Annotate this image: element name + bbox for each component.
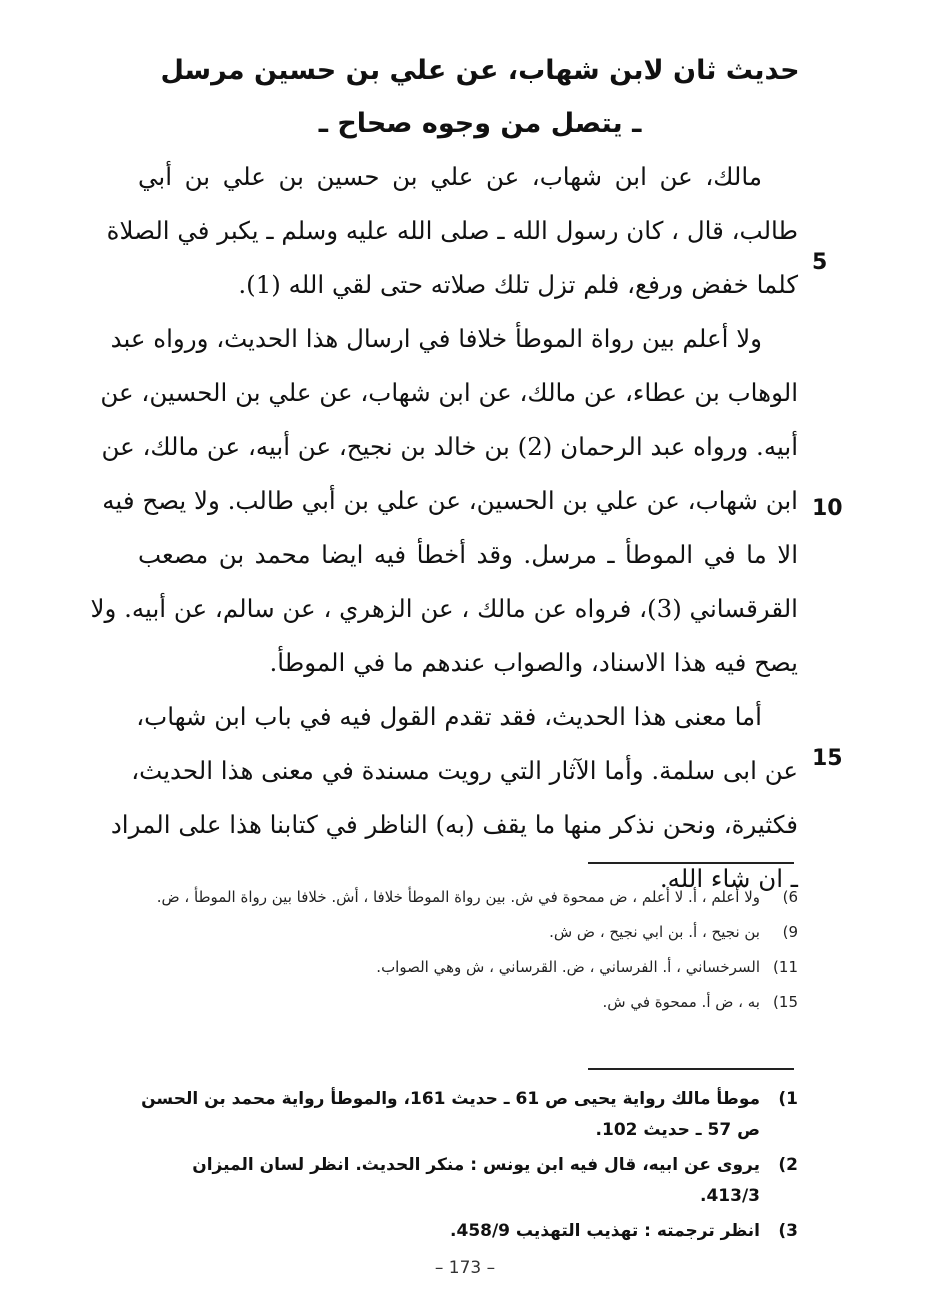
footnote bbox=[138, 1150, 798, 1212]
footnote-number: 2) bbox=[778, 1155, 798, 1175]
text-line: عن ابى سلمة. وأما الآثار التي رويت مسندة في معنى هذا الحديث، bbox=[131, 756, 798, 785]
footnote-text: يروى عن ابيه، قال فيه ابن يونس : منكر الحديث. انظر لسان الميزان 413/3. bbox=[192, 1155, 760, 1206]
line-number: 10 bbox=[812, 496, 843, 521]
note-number: 15) bbox=[773, 993, 798, 1011]
text-line: ولا أعلم بين رواة الموطأ خلافا في ارسال هذا الحديث، ورواه عبد bbox=[110, 324, 762, 353]
footnote-number: 1) bbox=[778, 1089, 798, 1109]
text-line: أما معنى هذا الحديث، فقد تقدم القول فيه في باب ابن شهاب، bbox=[136, 702, 762, 731]
text-line: ابن شهاب، عن علي بن الحسين، عن علي بن أبي طالب. ولا يصح فيه bbox=[102, 486, 798, 515]
text-line: مالك، عن ابن شهاب، عن علي بن حسين بن علي بن أبي bbox=[138, 162, 762, 191]
footnote bbox=[138, 1084, 798, 1146]
variant-notes bbox=[138, 882, 798, 1022]
chapter-title: حديث ثان لابن شهاب، عن علي بن حسين مرسل bbox=[160, 55, 800, 86]
references-divider bbox=[588, 1068, 794, 1070]
footnote-references bbox=[138, 1084, 798, 1251]
footnote-number: 3) bbox=[778, 1221, 798, 1241]
variant-note bbox=[138, 987, 798, 1017]
page-number: – 173 – bbox=[434, 1258, 496, 1278]
text-line: ـ ان شاء الله. bbox=[659, 864, 798, 893]
note-text: السرخساني ، أ. الفرساني ، ض. القرساني ، ش وهي الصواب. bbox=[376, 958, 760, 976]
variant-note bbox=[138, 882, 798, 912]
text-line: القرقساني (3)، فرواه عن مالك ، عن الزهري ، عن سالم، عن أبيه. ولا bbox=[90, 594, 798, 623]
note-text: بن نجيح ، أ. بن ابي نجيح ، ض ش. bbox=[549, 923, 760, 941]
text-line: فكثيرة، ونحن نذكر منها ما يقف (به) الناظر في كتابنا هذا على المراد bbox=[110, 810, 798, 839]
line-number: 5 bbox=[812, 250, 828, 275]
note-number: 11) bbox=[773, 958, 798, 976]
text-line: الوهاب بن عطاء، عن مالك، عن ابن شهاب، عن علي بن الحسين، عن bbox=[100, 378, 798, 407]
text-line: يصح فيه هذا الاسناد، والصواب عندهم ما في الموطأ. bbox=[269, 648, 798, 677]
variant-note bbox=[138, 952, 798, 982]
chapter-subtitle: ـ يتصل من وجوه صحاح ـ bbox=[318, 108, 642, 139]
main-text bbox=[90, 150, 798, 906]
note-number: 9) bbox=[782, 923, 798, 941]
note-number: 6) bbox=[782, 888, 798, 906]
note-text: ولا أعلم ، أ. لا أعلم ، ض ممحوة في ش. بين رواة الموطأ خلافا ، أش. خلافا بين رواة الموطأ ، ض. bbox=[156, 888, 760, 906]
text-line: طالب، قال ، كان رسول الله ـ صلى الله عليه وسلم ـ يكبر في الصلاة bbox=[106, 216, 798, 245]
footnote-text: موطأ مالك رواية يحيى ص 61 ـ حديث 161، والموطأ رواية محمد بن الحسن ص 57 ـ حديث 102. bbox=[141, 1089, 760, 1140]
variant-note bbox=[138, 917, 798, 947]
text-line: كلما خفض ورفع، فلم تزل تلك صلاته حتى لقي الله (1). bbox=[238, 270, 798, 299]
footnote-text: انظر ترجمته : تهذيب التهذيب 458/9. bbox=[450, 1221, 760, 1241]
footnote bbox=[138, 1216, 798, 1247]
text-line: الا ما في الموطأ ـ مرسل. وقد أخطأ فيه ايضا محمد بن مصعب bbox=[138, 540, 798, 569]
notes-divider bbox=[588, 862, 794, 864]
text-line: أبيه. ورواه عبد الرحمان (2) بن خالد بن نجيح، عن أبيه، عن مالك، عن bbox=[101, 432, 798, 461]
note-text: به ، ض أ. ممحوة في ش. bbox=[602, 993, 760, 1011]
line-number: 15 bbox=[812, 746, 843, 771]
